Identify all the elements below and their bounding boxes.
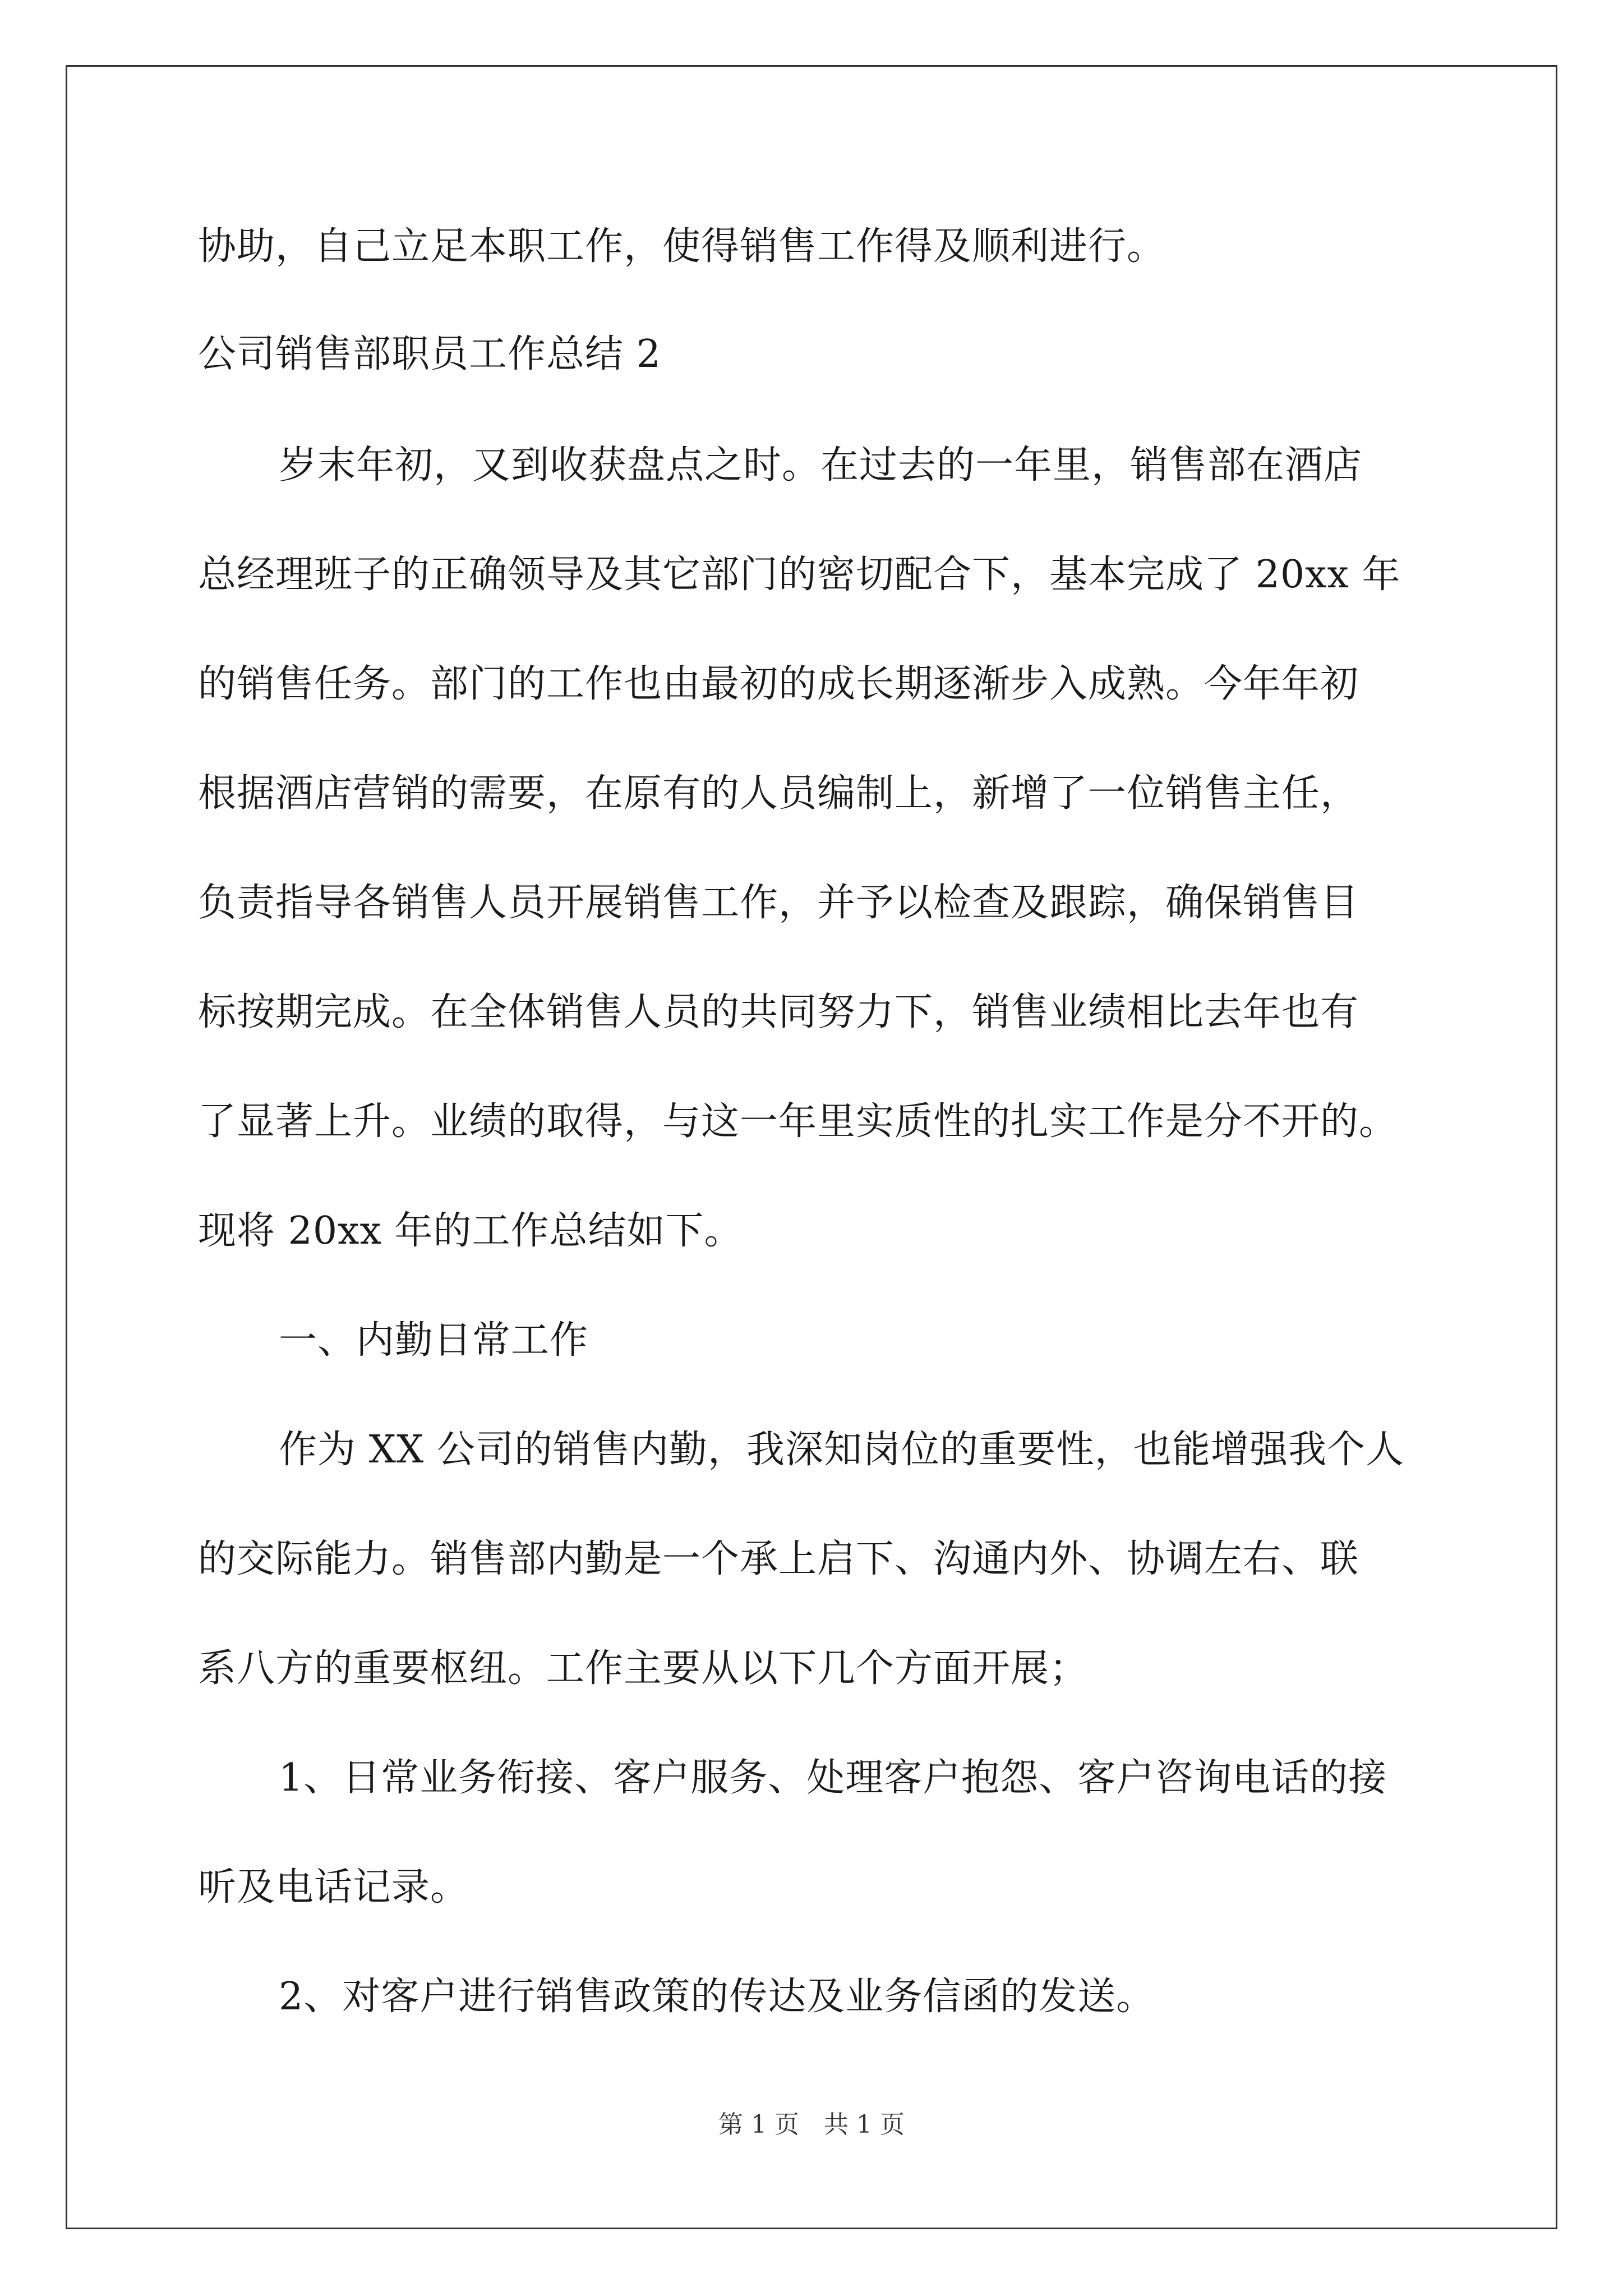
text-line: 的交际能力。销售部内勤是一个承上启下、沟通内外、协调左右、联 xyxy=(198,1537,1359,1581)
page-number: 第 1 页 xyxy=(718,2110,799,2139)
text-line: 标按期完成。在全体销售人员的共同努力下，销售业绩相比去年也有 xyxy=(198,990,1359,1034)
text-line: 总经理班子的正确领导及其它部门的密切配合下，基本完成了 20xx 年 xyxy=(198,553,1401,597)
text-line: 根据酒店营销的需要，在原有的人员编制上，新增了一位销售主任， xyxy=(198,771,1359,816)
text-line: 协助，自己立足本职工作，使得销售工作得及顺利进行。 xyxy=(198,224,1166,269)
text-line: 作为 XX 公司的销售内勤，我深知岗位的重要性，也能增强我个人 xyxy=(279,1428,1405,1472)
section-title: 公司销售部职员工作总结 2 xyxy=(198,332,661,376)
text-line: 岁末年初，又到收获盘点之时。在过去的一年里，销售部在酒店 xyxy=(279,443,1363,487)
text-line: 1、日常业务衔接、客户服务、处理客户抱怨、客户咨询电话的接 xyxy=(279,1756,1387,1800)
page-total: 共 1 页 xyxy=(824,2110,905,2139)
text-line: 听及电话记录。 xyxy=(198,1865,469,1910)
text-line: 的销售任务。部门的工作也由最初的成长期逐渐步入成熟。今年年初 xyxy=(198,662,1359,706)
text-line: 2、对客户进行销售政策的传达及业务信函的发送。 xyxy=(279,1975,1155,2019)
text-line: 了显著上升。业绩的取得，与这一年里实质性的扎实工作是分不开的。 xyxy=(198,1099,1398,1144)
text-line: 负责指导各销售人员开展销售工作，并予以检查及跟踪，确保销售目 xyxy=(198,881,1359,925)
text-line: 现将 20xx 年的工作总结如下。 xyxy=(198,1209,743,1253)
subsection-heading: 一、内勤日常工作 xyxy=(279,1318,589,1363)
page-footer xyxy=(0,2108,1623,2142)
text-line: 系八方的重要枢纽。工作主要从以下几个方面开展； xyxy=(198,1646,1089,1691)
